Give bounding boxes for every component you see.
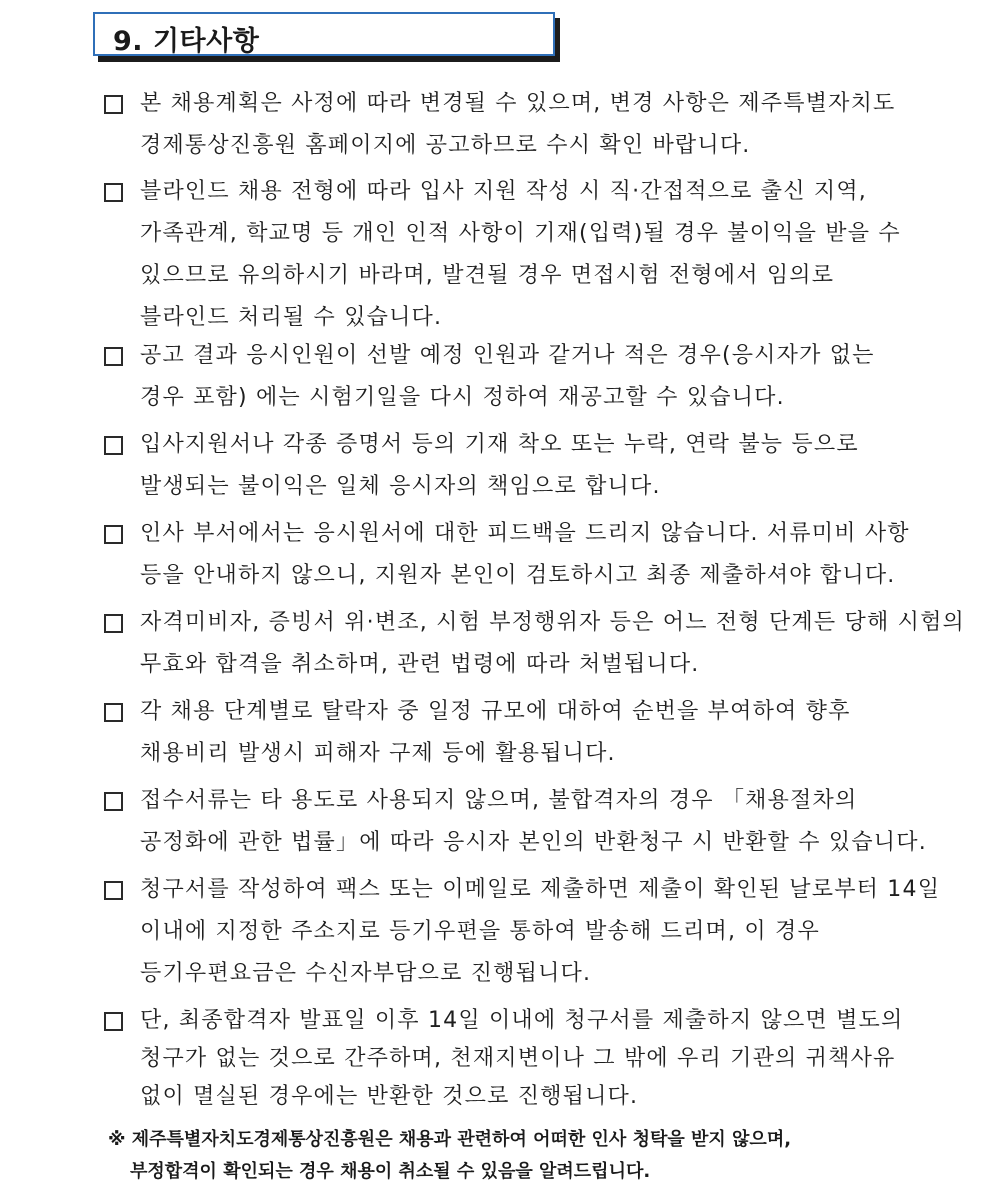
item-text-line: 공고 결과 응시인원이 선발 예정 인원과 같거나 적은 경우(응시자가 없는 <box>140 343 875 368</box>
item-text-line: 이내에 지정한 주소지로 등기우편을 통하여 발송해 드리며, 이 경우 <box>140 919 820 944</box>
checkbox-icon <box>104 792 123 811</box>
footnote-line-1: ※ 제주특별자치도경제통상진흥원은 채용과 관련하여 어떠한 인사 청탁을 받지 않으며, <box>108 1129 792 1150</box>
item-text-line: 경제통상진흥원 홈페이지에 공고하므로 수시 확인 바랍니다. <box>140 133 751 158</box>
checkbox-icon <box>104 436 123 455</box>
section-title: 9. 기타사항 <box>113 26 260 57</box>
item-text-line: 없이 멸실된 경우에는 반환한 것으로 진행됩니다. <box>140 1084 639 1109</box>
footnote <box>108 1124 791 1188</box>
checkbox-icon <box>104 347 123 366</box>
item-text-line: 인사 부서에서는 응시원서에 대한 피드백을 드리지 않습니다. 서류미비 사항 <box>140 521 910 546</box>
checkbox-icon <box>104 525 123 544</box>
item-text-line: 경우 포함) 에는 시험기일을 다시 정하여 재공고할 수 있습니다. <box>140 385 785 410</box>
checkbox-icon <box>104 703 123 722</box>
item-text-line: 채용비리 발생시 피해자 구제 등에 활용됩니다. <box>140 741 616 766</box>
item-text-line: 본 채용계획은 사정에 따라 변경될 수 있으며, 변경 사항은 제주특별자치도 <box>140 91 896 116</box>
footnote-line-2: 부정합격이 확인되는 경우 채용이 취소될 수 있음을 알려드립니다. <box>130 1161 651 1182</box>
item-text-line: 등을 안내하지 않으니, 지원자 본인이 검토하시고 최종 제출하셔야 합니다. <box>140 563 896 588</box>
section-title-box <box>93 12 555 56</box>
checkbox-icon <box>104 183 123 202</box>
item-text-line: 가족관계, 학교명 등 개인 인적 사항이 기재(입력)될 경우 불이익을 받을 수 <box>140 221 901 246</box>
item-text-line: 등기우편요금은 수신자부담으로 진행됩니다. <box>140 961 592 986</box>
item-text-line: 입사지원서나 각종 증명서 등의 기재 착오 또는 누락, 연락 불능 등으로 <box>140 432 859 457</box>
item-text-line: 청구가 없는 것으로 간주하며, 천재지변이나 그 밖에 우리 기관의 귀책사유 <box>140 1046 896 1071</box>
item-text-line: 발생되는 불이익은 일체 응시자의 책임으로 합니다. <box>140 474 661 499</box>
item-text-line: 있으므로 유의하시기 바라며, 발견될 경우 면접시험 전형에서 임의로 <box>140 263 835 288</box>
item-text-line: 공정화에 관한 법률」에 따라 응시자 본인의 반환청구 시 반환할 수 있습니다. <box>140 830 927 855</box>
checkbox-icon <box>104 614 123 633</box>
item-text-line: 각 채용 단계별로 탈락자 중 일정 규모에 대하여 순번을 부여하여 향후 <box>140 699 851 724</box>
item-text-line: 무효와 합격을 취소하며, 관련 법령에 따라 처벌됩니다. <box>140 652 700 677</box>
checkbox-icon <box>104 881 123 900</box>
checkbox-icon <box>104 1012 123 1031</box>
item-text-line: 청구서를 작성하여 팩스 또는 이메일로 제출하면 제출이 확인된 날로부터 14일 <box>140 877 941 902</box>
item-text-line: 블라인드 채용 전형에 따라 입사 지원 작성 시 직·간접적으로 출신 지역, <box>140 179 867 204</box>
item-text-line: 접수서류는 타 용도로 사용되지 않으며, 불합격자의 경우 「채용절차의 <box>140 788 858 813</box>
item-text-line: 단, 최종합격자 발표일 이후 14일 이내에 청구서를 제출하지 않으면 별도의 <box>140 1008 904 1033</box>
item-text-line: 자격미비자, 증빙서 위·변조, 시험 부정행위자 등은 어느 전형 단계든 당해 시험의 <box>140 610 965 635</box>
item-text-line: 블라인드 처리될 수 있습니다. <box>140 305 443 330</box>
checkbox-icon <box>104 95 123 114</box>
